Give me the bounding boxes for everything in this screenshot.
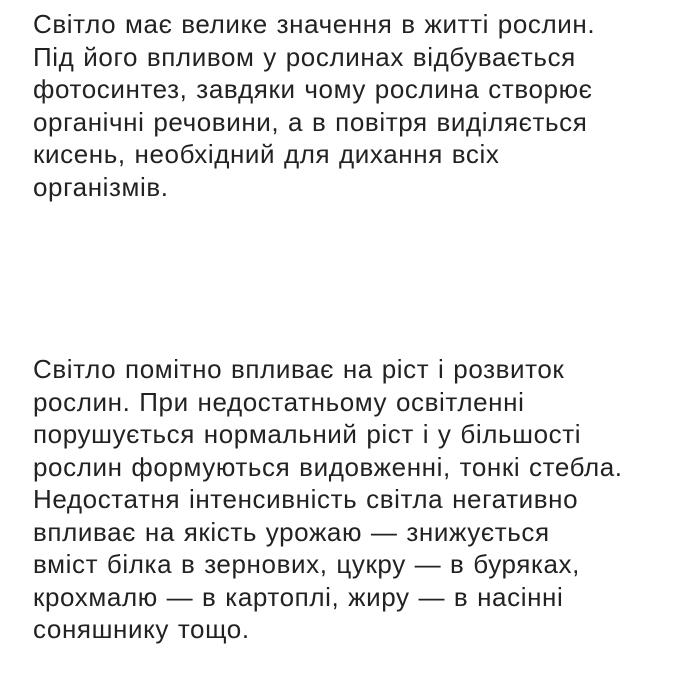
text-line: Світло помітно впливає на ріст і розвиток — [33, 354, 565, 384]
paragraph-light-growth — [33, 353, 623, 646]
paragraph-light-importance — [33, 8, 595, 203]
text-line: рослин. При недостатньому освітленні — [33, 386, 525, 417]
text-line: рослин формуються видовженні, тонкі стебла. — [33, 451, 623, 482]
text-line: фотосинтез, завдяки чому рослина створює — [33, 74, 593, 104]
text-line: впливає на якість урожаю — знижується — [33, 516, 550, 547]
text-line: органічні речовини, а в повітря виділяється — [33, 106, 588, 137]
text-line: соняшнику тощо. — [33, 614, 250, 644]
text-line: організмів. — [33, 171, 169, 202]
text-line: вміст білка в зернових, цукру — в буряках, — [33, 549, 580, 579]
text-line: Під його впливом у рослинах відбувається — [33, 41, 576, 72]
text-line: порушується нормальний ріст і у більшості — [33, 419, 582, 449]
text-line: крохмалю — в картоплі, жиру — в насінні — [33, 581, 564, 612]
text-line: Недостатня інтенсивність світла негативно — [33, 484, 579, 514]
text-line: кисень, необхідний для дихання всіх — [33, 139, 500, 169]
text-line: Світло має велике значення в житті рослин. — [33, 9, 596, 39]
